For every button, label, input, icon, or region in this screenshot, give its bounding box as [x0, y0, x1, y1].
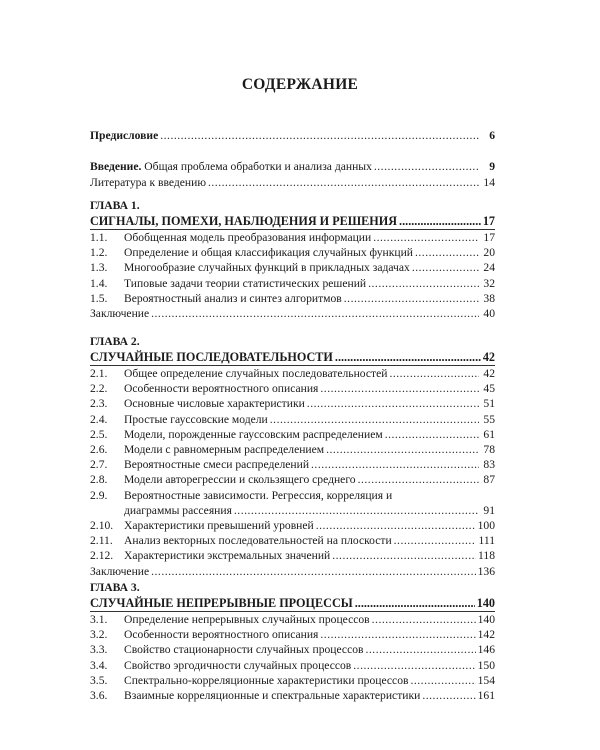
section-number: 2.1.: [90, 367, 108, 380]
section-number: 1.5.: [90, 291, 108, 305]
section-page: 111: [478, 534, 495, 548]
chapter-page: 17: [482, 214, 495, 228]
section-number: 2.11.: [90, 534, 113, 548]
toc-section-entry[interactable]: [90, 642, 495, 657]
toc-section-entry[interactable]: [90, 518, 495, 533]
section-text: Многообразие случайных функций в прикладных задачах: [124, 261, 410, 275]
entry-text: [90, 159, 372, 174]
leader-dots: [368, 276, 479, 291]
section-text: Вероятностные зависимости. Регрессия, корреляция и: [124, 488, 393, 502]
section-page: 51: [483, 397, 495, 411]
section-number: 2.5.: [90, 427, 108, 441]
section-page: 161: [477, 689, 495, 702]
leader-dots: [389, 366, 479, 381]
section-page: 55: [483, 412, 495, 426]
entry-text: Предисловие: [90, 129, 159, 142]
section-page: 142: [477, 628, 495, 642]
section-text: Свойство эргодичности случайных процессов: [124, 658, 352, 672]
section-number: 1.2.: [90, 246, 108, 260]
leader-dots: [372, 612, 476, 627]
toc-section-entry[interactable]: [90, 245, 495, 260]
section-number: 2.2.: [90, 382, 108, 396]
conclusion-text: Заключение: [90, 564, 150, 578]
toc-entry-preface[interactable]: [90, 128, 495, 143]
leader-dots: [151, 306, 479, 321]
entry-page: 9: [489, 160, 495, 173]
toc-section-entry[interactable]: [90, 472, 495, 487]
toc-section-entry[interactable]: [90, 457, 495, 472]
leader-dots: [335, 349, 481, 365]
section-text: Обобщенная модель преобразования информации: [124, 231, 372, 244]
leader-dots: [326, 442, 479, 457]
chapter-title-entry[interactable]: [90, 349, 495, 366]
toc-section-entry[interactable]: [90, 396, 495, 411]
section-number: 3.6.: [90, 689, 108, 702]
section-page: 87: [483, 473, 495, 487]
section-page: 100: [477, 519, 495, 532]
section-text: Свойство стационарности случайных процессов: [124, 643, 364, 657]
section-number: 1.4.: [90, 276, 108, 290]
section-text: Модели авторегрессии и скользящего среднего: [124, 473, 356, 487]
section-page: 78: [483, 443, 495, 456]
section-number: 3.5.: [90, 673, 108, 687]
chapter-label: ГЛАВА 1.: [90, 199, 140, 212]
conclusion-page: 40: [483, 307, 495, 320]
section-page: 154: [477, 673, 495, 687]
toc-section-entry[interactable]: [90, 488, 495, 503]
section-page: 32: [483, 276, 495, 290]
section-number: 2.6.: [90, 443, 108, 456]
leader-dots: [208, 175, 479, 190]
toc-entry-intro-literature[interactable]: [90, 175, 495, 190]
entry-text-rest: Общая проблема обработки и анализа данных: [141, 160, 372, 173]
entry-page: 6: [489, 129, 495, 142]
section-number: 3.1.: [90, 613, 108, 626]
section-text: Основные числовые характеристики: [124, 397, 305, 411]
section-text: Характеристики превышений уровней: [124, 519, 314, 532]
chapter-label: ГЛАВА 3.: [90, 581, 140, 594]
chapter-title-entry[interactable]: [90, 595, 495, 612]
section-number: 2.4.: [90, 412, 108, 426]
chapter-page: 140: [476, 596, 495, 610]
toc-section-entry[interactable]: [90, 533, 495, 548]
leader-dots: [422, 688, 475, 703]
section-text: Простые гауссовские модели: [124, 412, 268, 426]
toc-section-entry[interactable]: [90, 412, 495, 427]
section-number: 1.1.: [90, 231, 108, 244]
toc-conclusion-entry[interactable]: [90, 564, 495, 579]
leader-dots: [410, 673, 475, 688]
section-page: 150: [477, 658, 495, 672]
section-number: 2.9.: [90, 488, 108, 502]
section-page: 61: [483, 427, 495, 441]
section-text: Определение непрерывных случайных процессов: [124, 613, 370, 626]
section-page: 140: [477, 613, 495, 626]
toc-entry-introduction[interactable]: [90, 159, 495, 174]
leader-dots: [385, 427, 479, 442]
section-text: Модели с равномерным распределением: [124, 443, 325, 456]
section-number: 3.3.: [90, 643, 108, 657]
section-text-continued: диаграммы рассеяния: [124, 503, 232, 517]
toc-section-entry-continued[interactable]: [90, 503, 495, 518]
chapter-title: СЛУЧАЙНЫЕ НЕПРЕРЫВНЫЕ ПРОЦЕССЫ: [90, 596, 353, 610]
section-page: 45: [483, 382, 495, 396]
leader-dots: [332, 548, 476, 563]
leader-dots: [373, 230, 479, 245]
leader-dots: [234, 503, 479, 518]
conclusion-text: Заключение: [90, 307, 150, 320]
toc-section-entry[interactable]: [90, 260, 495, 275]
page-title: СОДЕРЖАНИЕ: [241, 76, 359, 93]
leader-dots: [415, 245, 479, 260]
leader-dots: [344, 291, 479, 306]
leader-dots: [160, 128, 479, 143]
entry-text: Литература к введению: [90, 176, 206, 189]
toc-section-entry[interactable]: [90, 612, 495, 627]
section-page: 146: [477, 643, 495, 657]
section-number: 2.3.: [90, 397, 108, 411]
chapter-title-entry[interactable]: [90, 213, 495, 230]
section-number: 2.12.: [90, 549, 114, 563]
section-text: Типовые задачи теории статистических решений: [124, 276, 367, 290]
toc-section-entry[interactable]: [90, 427, 495, 442]
toc-section-entry[interactable]: [90, 658, 495, 673]
toc-section-entry[interactable]: [90, 230, 495, 245]
section-text: Взаимные корреляционные и спектральные характеристики: [124, 689, 421, 702]
leader-dots: [307, 396, 479, 411]
toc-section-entry[interactable]: [90, 276, 495, 291]
leader-dots: [316, 518, 476, 533]
section-text: Определение и общая классификация случайных функций: [124, 246, 413, 260]
leader-dots: [270, 412, 479, 427]
toc-section-entry[interactable]: [90, 366, 495, 381]
section-page: 83: [483, 458, 495, 472]
section-text: Вероятностные смеси распределений: [124, 458, 310, 472]
leader-dots: [358, 472, 479, 487]
section-text: Модели, порожденные гауссовским распределением: [124, 427, 383, 441]
toc-section-entry[interactable]: [90, 381, 495, 396]
leader-dots: [412, 260, 479, 275]
leader-dots: [399, 213, 481, 229]
toc-section-entry[interactable]: [90, 627, 495, 642]
toc-section-entry[interactable]: [90, 673, 495, 688]
section-text: Спектрально-корреляционные характеристики процессов: [124, 673, 409, 687]
section-number: 3.4.: [90, 658, 108, 672]
toc-section-entry[interactable]: [90, 548, 495, 563]
chapter-label: ГЛАВА 2.: [90, 335, 140, 348]
leader-dots: [311, 457, 479, 472]
chapter-title: СИГНАЛЫ, ПОМЕХИ, НАБЛЮДЕНИЯ И РЕШЕНИЯ: [90, 214, 398, 228]
section-page: 20: [483, 246, 495, 260]
toc-conclusion-entry[interactable]: [90, 306, 495, 321]
leader-dots: [320, 381, 479, 396]
section-page: 17: [483, 231, 495, 244]
section-number: 3.2.: [90, 628, 108, 642]
section-number: 1.3.: [90, 261, 108, 275]
conclusion-page: 136: [477, 564, 495, 578]
entry-page: 14: [483, 176, 495, 189]
leader-dots: [151, 564, 475, 579]
section-text: Характеристики экстремальных значений: [124, 549, 331, 563]
section-text: Анализ векторных последовательностей на плоскости: [124, 534, 392, 548]
section-number: 2.7.: [90, 458, 108, 472]
section-page: 38: [483, 291, 495, 305]
leader-dots: [353, 658, 475, 673]
toc-section-entry[interactable]: [90, 688, 495, 703]
toc-section-entry[interactable]: [90, 442, 495, 457]
leader-dots: [374, 159, 479, 174]
section-text: Особенности вероятностного описания: [124, 628, 319, 642]
section-page: 118: [478, 549, 495, 563]
entry-bold-label: Введение.: [90, 160, 142, 173]
chapter-page: 42: [482, 350, 495, 364]
leader-dots: [320, 627, 475, 642]
section-text: Вероятностный анализ и синтез алгоритмов: [124, 291, 342, 305]
section-number: 2.10.: [90, 519, 114, 532]
section-page: 91: [483, 503, 495, 517]
toc-section-entry[interactable]: [90, 291, 495, 306]
chapter-title: СЛУЧАЙНЫЕ ПОСЛЕДОВАТЕЛЬНОСТИ: [90, 350, 333, 364]
section-page: 42: [483, 367, 495, 380]
section-text: Особенности вероятностного описания: [124, 382, 319, 396]
section-page: 24: [483, 261, 495, 275]
leader-dots: [366, 642, 476, 657]
section-text: Общее определение случайных последовательностей: [124, 367, 388, 380]
leader-dots: [394, 533, 477, 548]
leader-dots: [355, 595, 475, 611]
section-number: 2.8.: [90, 473, 108, 487]
